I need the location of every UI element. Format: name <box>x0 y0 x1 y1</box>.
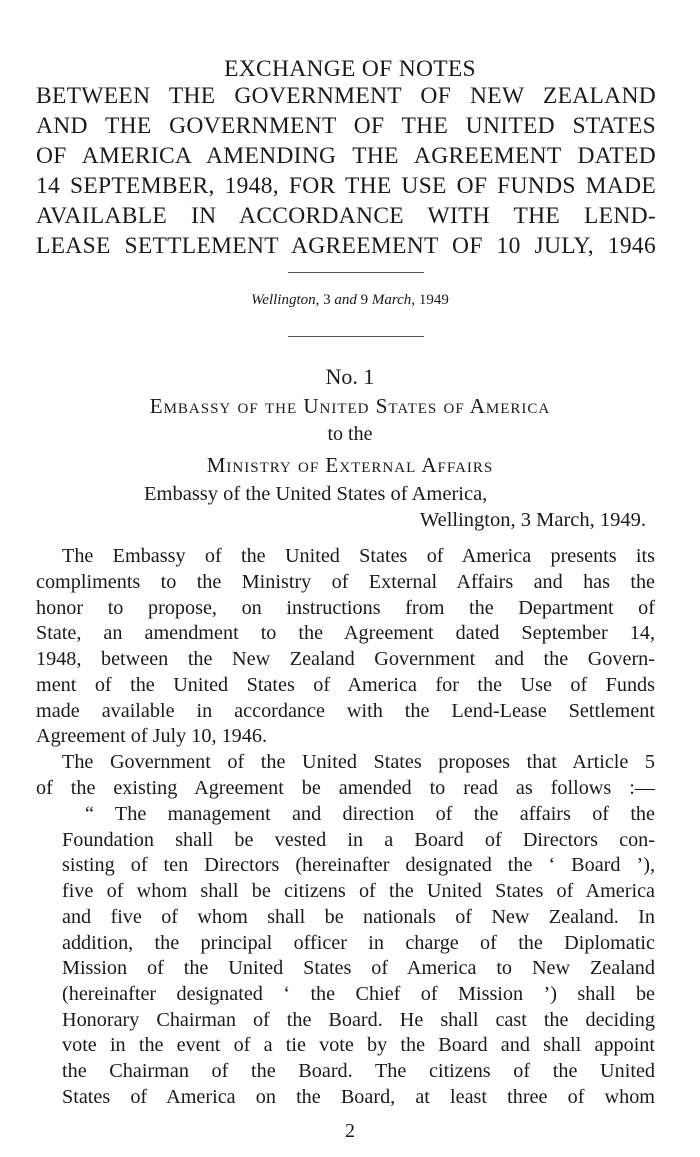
quote-line: Honorary Chairman of the Board. He shall cast the deciding <box>62 1009 655 1031</box>
paragraph-line: Agreement of July 10, 1946. <box>36 725 267 747</box>
paragraph-line: compliments to the Ministry of External Affairs and has the <box>36 571 655 593</box>
note-sender: Embassy of the United States of America <box>149 394 551 418</box>
divider <box>288 336 424 337</box>
title-line: AND THE GOVERNMENT OF THE UNITED STATES <box>36 113 656 139</box>
address-line-2: Wellington, 3 March, 1949. <box>419 509 646 531</box>
dateline-day-2: 9 <box>360 292 369 308</box>
quote-line: States of America on the Board, at least three of whom <box>62 1086 655 1108</box>
quote-line: (hereinafter designated ‘ the Chief of Mission ’) shall be <box>62 983 655 1005</box>
title-line: 14 SEPTEMBER, 1948, FOR THE USE OF FUNDS MADE <box>36 173 656 199</box>
title-line: EXCHANGE OF NOTES <box>224 56 476 82</box>
dateline-year: 1949 <box>418 292 449 308</box>
page-number: 2 <box>345 1120 355 1142</box>
note-to: to the <box>327 423 373 445</box>
quote-line: the Chairman of the Board. The citizens of the United <box>62 1060 655 1082</box>
quote-line: Mission of the United States of America to New Zealand <box>62 957 655 979</box>
title-line: LEASE SETTLEMENT AGREEMENT OF 10 JULY, 1946 <box>36 233 656 259</box>
title-line: OF AMERICA AMENDING THE AGREEMENT DATED <box>36 143 656 169</box>
dateline <box>0 292 700 309</box>
dateline-day-1: 3 <box>323 292 331 308</box>
divider <box>288 272 424 273</box>
quote-line: vote in the event of a tie vote by the Board and shall appoint <box>62 1034 655 1056</box>
dateline-month: March, <box>371 292 416 308</box>
paragraph-line: of the existing Agreement be amended to read as follows :— <box>36 777 655 799</box>
paragraph-line: made available in accordance with the Lend-Lease Settlement <box>36 700 655 722</box>
title-line: BETWEEN THE GOVERNMENT OF NEW ZEALAND <box>36 83 656 109</box>
paragraph-line: State, an amendment to the Agreement dated September 14, <box>36 622 655 644</box>
paragraph-line: The Embassy of the United States of America presents its <box>62 545 655 567</box>
quote-line: five of whom shall be citizens of the United States of America <box>62 880 655 902</box>
dateline-place: Wellington, <box>251 292 320 308</box>
paragraph-line: ment of the United States of America for the Use of Funds <box>36 674 655 696</box>
paragraph-line: The Government of the United States proposes that Article 5 <box>62 751 655 773</box>
quote-line: addition, the principal officer in charge of the Diplomatic <box>62 932 655 954</box>
title-line: AVAILABLE IN ACCORDANCE WITH THE LEND- <box>36 203 656 229</box>
paragraph-line: honor to propose, on instructions from the Department of <box>36 597 655 619</box>
address-line-1: Embassy of the United States of America, <box>144 483 488 505</box>
dateline-and: and <box>334 292 357 308</box>
note-number: No. 1 <box>325 364 375 389</box>
note-recipient: Ministry of External Affairs <box>206 453 494 477</box>
paragraph-line: 1948, between the New Zealand Government and the Govern- <box>36 648 655 670</box>
quote-line: and five of whom shall be nationals of New Zealand. In <box>62 906 655 928</box>
quote-line: “ The management and direction of the affairs of the <box>85 803 655 825</box>
quote-line: sisting of ten Directors (hereinafter designated the ‘ Board ’), <box>62 854 655 876</box>
quote-line: Foundation shall be vested in a Board of Directors con- <box>62 829 655 851</box>
